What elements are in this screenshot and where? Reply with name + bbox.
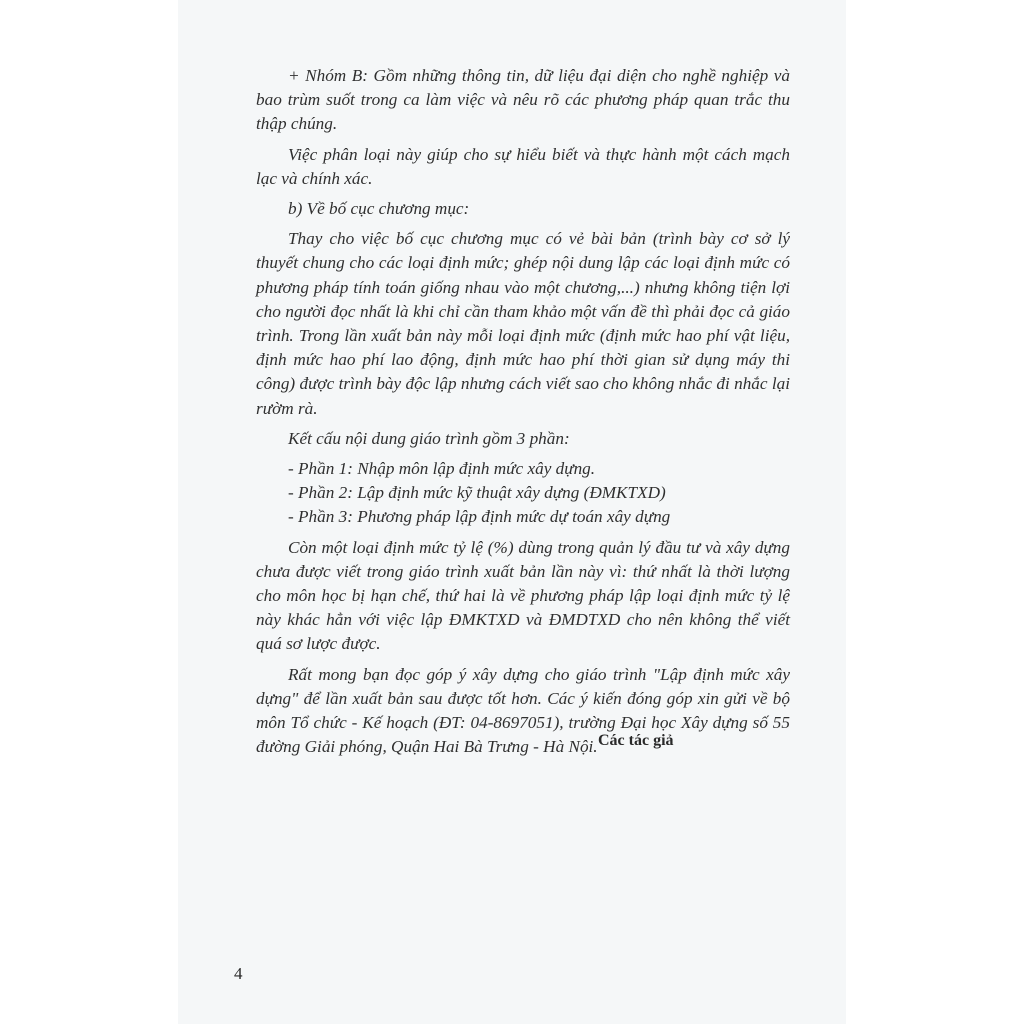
paragraph-group-b: + Nhóm B: Gồm những thông tin, dữ liệu đại diện cho nghề nghiệp và bao trùm suốt trong ca làm việc và nêu rõ các phương pháp quan trắc thu thập chúng. xyxy=(256,66,790,134)
paragraph-classification: Việc phân loại này giúp cho sự hiểu biết và thực hành một cách mạch lạc và chính xác. xyxy=(256,144,790,188)
paragraph-feedback: Rất mong bạn đọc góp ý xây dựng cho giáo trình "Lập định mức xây dựng" để lần xuất bản sau được tốt hơn. Các ý kiến đóng góp xin gửi về bộ môn Tổ chức - Kế hoạch (ĐT: 04-8697051), trường Đại học Xây dựng số 55 đường Giải phóng, Quận Hai Bà Trưng - Hà Nội. xyxy=(256,664,790,757)
list-item-part-2: - Phần 2: Lập định mức kỹ thuật xây dựng (ĐMKTXD) xyxy=(288,483,666,503)
body-text xyxy=(256,64,790,765)
list-item-part-3: - Phần 3: Phương pháp lập định mức dự toán xây dựng xyxy=(288,507,671,527)
authors-signature: Các tác giả xyxy=(598,732,674,749)
page-number: 4 xyxy=(234,964,243,983)
paragraph-ratio-norm: Còn một loại định mức tỷ lệ (%) dùng trong quản lý đầu tư và xây dựng chưa được viết trong giáo trình xuất bản lần này vì: thứ nhất là thời lượng cho môn học bị hạn chế, thứ hai là về phương pháp lập loại định mức tỷ lệ này khác hẳn với việc lập ĐMKTXD và ĐMDTXD cho nên không thể viết quá sơ lược được. xyxy=(256,537,790,654)
list-item-part-1: - Phần 1: Nhập môn lập định mức xây dựng. xyxy=(288,459,596,479)
section-heading-layout: b) Về bố cục chương mục: xyxy=(288,199,470,219)
paragraph-structure-intro: Kết cấu nội dung giáo trình gồm 3 phần: xyxy=(288,428,570,448)
paragraph-layout: Thay cho việc bố cục chương mục có vẻ bài bản (trình bày cơ sở lý thuyết chung cho các loại định mức; ghép nội dung lập các loại định mức có phương pháp tính toán giống nhau vào một chương,...) nhưng không tiện lợi cho người đọc nhất là khi chỉ cần tham khảo một vấn đề thì phải đọc cả giáo trình. Trong lần xuất bản này mỗi loại định mức (định mức hao phí vật liệu, định mức hao phí lao động, định mức hao phí thời gian sử dụng máy thi công) được trình bày độc lập nhưng cách viết sao cho không nhắc đi nhắc lại rườm rà. xyxy=(256,229,790,418)
